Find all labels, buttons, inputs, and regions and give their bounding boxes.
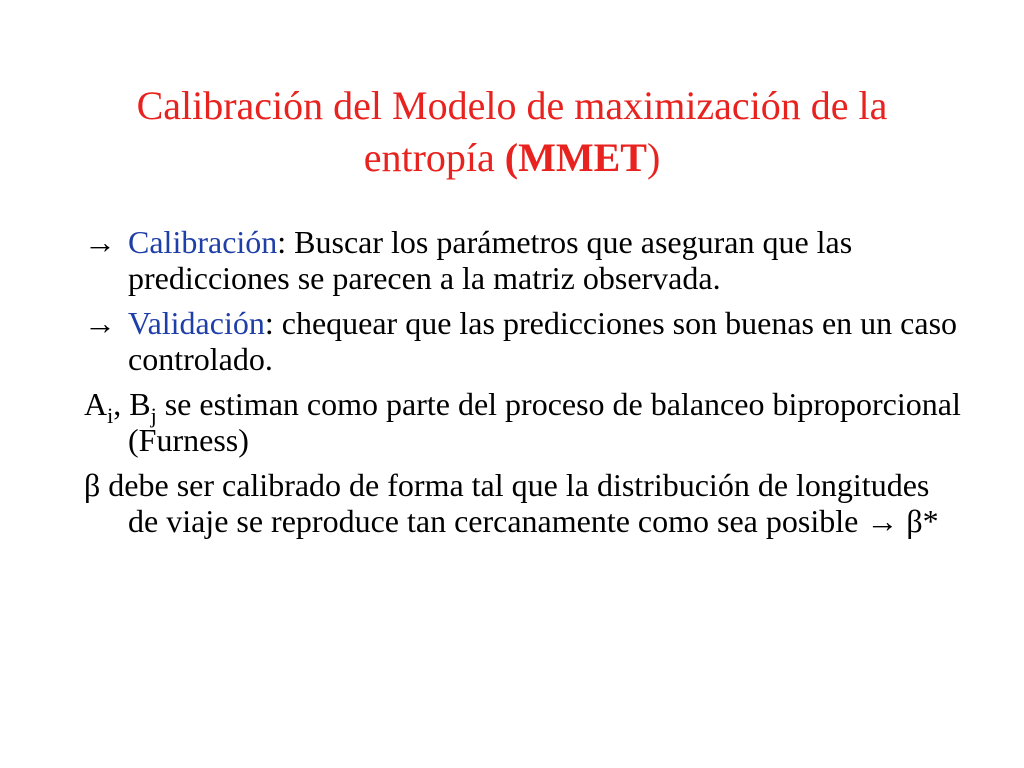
- title-line-1: Calibración del Modelo de maximización de la: [136, 83, 888, 128]
- definition-validacion: : chequear que las predicciones son buenas en un caso controlado.: [128, 305, 958, 377]
- slide-title: [40, 80, 984, 184]
- factor-b: B: [129, 386, 151, 422]
- factor-a-subscript: i: [107, 403, 114, 428]
- title-close-paren: ): [646, 135, 661, 180]
- arrow-icon: →: [84, 305, 116, 341]
- factor-a: A: [84, 386, 108, 422]
- definition-calibracion: : Buscar los parámetros que aseguran que las predicciones se parecen a la matriz observada.: [128, 224, 853, 296]
- factor-b-subscript: j: [150, 403, 157, 428]
- bullet-validacion: [84, 305, 964, 377]
- paragraph-beta: [84, 467, 964, 539]
- title-line-2-text: entropía: [363, 135, 505, 180]
- factor-comma: ,: [113, 386, 130, 422]
- slide-body: [84, 224, 964, 548]
- title-acronym: (MMET: [504, 135, 647, 180]
- arrow-icon: →: [84, 224, 116, 260]
- paragraph-balancing-factors: [84, 386, 964, 458]
- arrow-icon: →: [866, 503, 899, 539]
- term-validacion: Validación: [128, 305, 265, 341]
- term-calibracion: Calibración: [128, 224, 278, 260]
- beta-text: β debe ser calibrado de forma tal que la distribución de longitudes de viaje se reproduce tan cercanamente como sea posible: [84, 467, 930, 539]
- bullet-calibracion: [84, 224, 964, 296]
- beta-star: β*: [898, 503, 939, 539]
- balancing-text: se estiman como parte del proceso de balanceo biproporcional (Furness): [128, 386, 961, 458]
